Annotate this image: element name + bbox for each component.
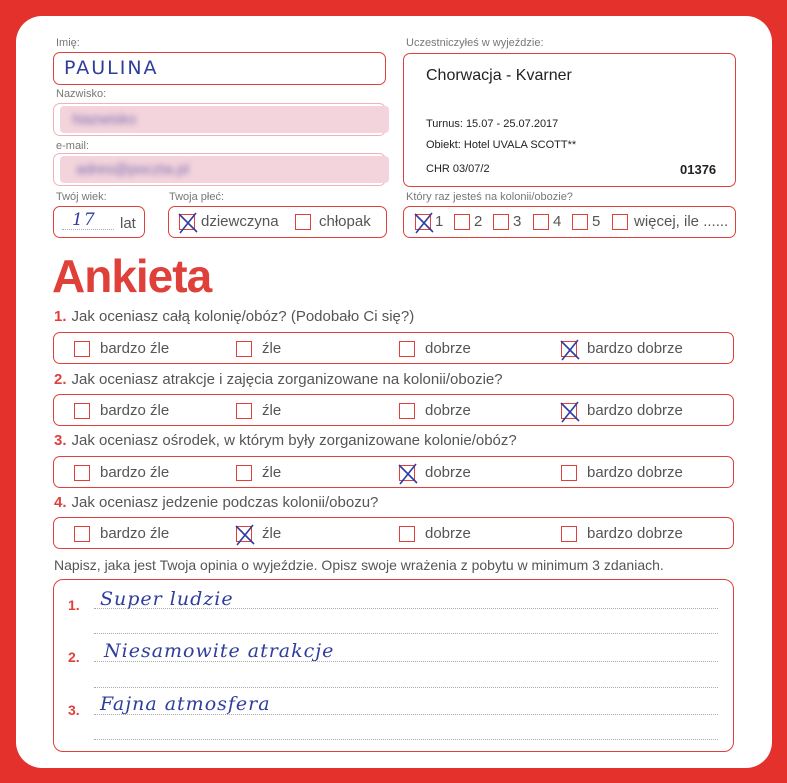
age-label: Twój wiek: [56, 191, 107, 203]
q1-checkbox-very-bad[interactable] [74, 341, 90, 357]
check-x-icon [559, 400, 581, 424]
gender-label-male: chłopak [319, 213, 371, 230]
question-1: 1. Jak oceniasz całą kolonię/obóz? (Podobało Ci się?) [54, 308, 415, 325]
q2-checkbox-very-good[interactable] [561, 403, 577, 419]
trip-box [403, 53, 736, 187]
q4-checkbox-very-good[interactable] [561, 526, 577, 542]
gender-label: Twoja płeć: [169, 191, 225, 203]
question-3: 3. Jak oceniasz ośrodek, w którym były zorganizowane kolonie/obóz? [54, 432, 517, 449]
question-2: 2. Jak oceniasz atrakcje i zajęcia zorganizowane na kolonii/obozie? [54, 371, 503, 388]
q2-label-bad: źle [262, 402, 282, 419]
q2-label-very-good: bardzo dobrze [587, 402, 683, 419]
q1-label-good: dobrze [425, 340, 471, 357]
q4-label-very-bad: bardzo źle [100, 525, 170, 542]
q4-label-good: dobrze [425, 525, 471, 542]
q1-checkbox-bad[interactable] [236, 341, 252, 357]
times-checkbox-3[interactable] [493, 214, 509, 230]
writing-line [94, 714, 718, 715]
writing-line [94, 739, 718, 740]
check-x-icon [177, 211, 199, 235]
q4-checkbox-good[interactable] [399, 526, 415, 542]
q1-label-very-good: bardzo dobrze [587, 340, 683, 357]
check-x-icon [397, 462, 419, 486]
age-unit: lat [120, 215, 136, 232]
check-x-icon [234, 523, 256, 547]
q2-label-very-bad: bardzo źle [100, 402, 170, 419]
q2-label-good: dobrze [425, 402, 471, 419]
survey-sheet [16, 16, 772, 768]
check-x-icon [413, 211, 435, 235]
q3-checkbox-good[interactable] [399, 465, 415, 481]
q4-checkbox-bad[interactable] [236, 526, 252, 542]
trip-destination: Chorwacja - Kvarner [426, 67, 572, 84]
opinion-line-1-text: Super ludzie [100, 588, 234, 610]
opinion-line-3-text: Fajna atmosfera [100, 693, 271, 715]
times-checkbox-1[interactable] [415, 214, 431, 230]
gender-label-female: dziewczyna [201, 213, 279, 230]
opinion-line-1-number: 1. [68, 597, 80, 613]
q2-checkbox-good[interactable] [399, 403, 415, 419]
gender-checkbox-male[interactable] [295, 214, 311, 230]
trip-label: Uczestniczyłeś w wyjeździe: [406, 37, 544, 49]
opinion-line-3-number: 3. [68, 702, 80, 718]
q1-checkbox-good[interactable] [399, 341, 415, 357]
first-name-label: Imię: [56, 37, 80, 49]
q4-label-very-good: bardzo dobrze [587, 525, 683, 542]
times-checkbox-5[interactable] [572, 214, 588, 230]
q2-checkbox-bad[interactable] [236, 403, 252, 419]
times-label: Który raz jesteś na kolonii/obozie? [406, 191, 573, 203]
first-name-value: PAULINA [64, 57, 159, 79]
times-label-4: 4 [553, 213, 562, 230]
last-name-field[interactable] [53, 103, 386, 136]
check-x-icon [559, 338, 581, 362]
q4-checkbox-very-bad[interactable] [74, 526, 90, 542]
question-3-options [53, 456, 734, 488]
times-label-more: więcej, ile ...... [634, 213, 729, 230]
q3-label-very-good: bardzo dobrze [587, 464, 683, 481]
question-2-options [53, 394, 734, 426]
writing-line [94, 661, 718, 662]
q2-checkbox-very-bad[interactable] [74, 403, 90, 419]
q3-checkbox-very-good[interactable] [561, 465, 577, 481]
first-name-field[interactable] [53, 52, 386, 85]
q1-checkbox-very-good[interactable] [561, 341, 577, 357]
trip-number: 01376 [680, 162, 717, 177]
writing-line [94, 687, 718, 688]
q3-checkbox-very-bad[interactable] [74, 465, 90, 481]
times-label-1: 1 [435, 213, 444, 230]
age-field[interactable] [53, 206, 145, 238]
age-value: 17 [72, 210, 96, 230]
gender-checkbox-female[interactable] [179, 214, 195, 230]
survey-title: Ankieta [52, 250, 212, 302]
question-1-options [53, 332, 734, 364]
opinion-prompt: Napisz, jaka jest Twoja opinia o wyjeździe. Opisz swoje wrażenia z pobytu w minimum 3 zdaniach. [54, 557, 664, 573]
q4-label-bad: źle [262, 525, 282, 542]
gender-field [168, 206, 387, 238]
q3-label-bad: źle [262, 464, 282, 481]
q3-label-very-bad: bardzo źle [100, 464, 170, 481]
trip-object: Obiekt: Hotel UVALA SCOTT** [426, 139, 577, 151]
q1-label-very-bad: bardzo źle [100, 340, 170, 357]
q1-label-bad: źle [262, 340, 282, 357]
question-4-options [53, 517, 734, 549]
times-label-2: 2 [474, 213, 483, 230]
email-label: e-mail: [56, 140, 90, 152]
q3-checkbox-bad[interactable] [236, 465, 252, 481]
times-checkbox-more[interactable] [612, 214, 628, 230]
email-field[interactable] [53, 153, 386, 186]
question-4: 4. Jak oceniasz jedzenie podczas kolonii/obozu? [54, 494, 379, 511]
writing-line [94, 608, 718, 609]
trip-turnus: Turnus: 15.07 - 25.07.2017 [426, 118, 559, 130]
times-field [403, 206, 736, 238]
last-name-label: Nazwisko: [56, 88, 107, 100]
times-checkbox-2[interactable] [454, 214, 470, 230]
trip-code: CHR 03/07/2 [426, 163, 490, 175]
times-label-5: 5 [592, 213, 601, 230]
writing-line [94, 633, 718, 634]
email-value: adres@poczta.pl [76, 161, 189, 178]
times-label-3: 3 [513, 213, 522, 230]
opinion-line-2-text: Niesamowite atrakcje [104, 640, 335, 662]
opinion-line-2-number: 2. [68, 649, 80, 665]
q3-label-good: dobrze [425, 464, 471, 481]
times-checkbox-4[interactable] [533, 214, 549, 230]
last-name-value: Nazwisko [72, 111, 137, 128]
